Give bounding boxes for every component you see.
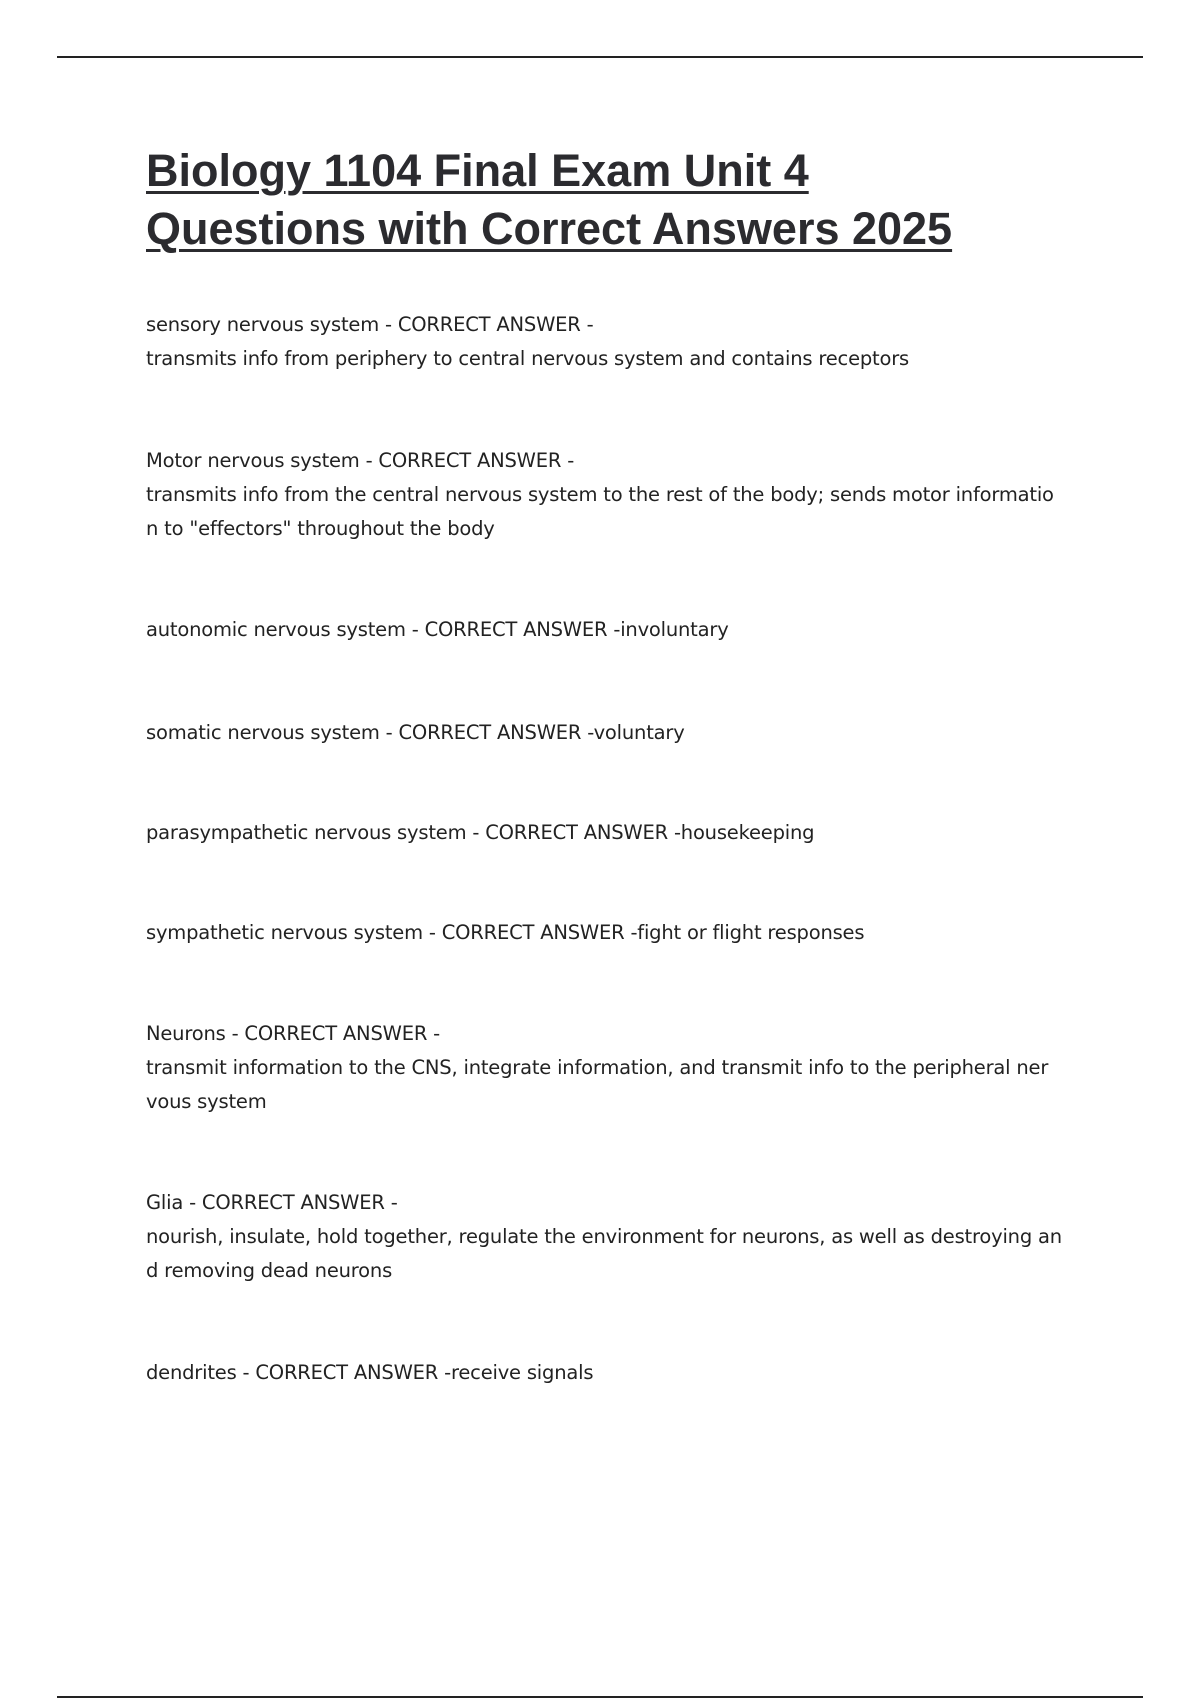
qa-line: transmit information to the CNS, integrate information, and transmit info to the peripheral ner — [146, 1056, 1049, 1079]
qa-line: Motor nervous system - CORRECT ANSWER - — [146, 449, 575, 472]
qa-line: n to "effectors" throughout the body — [146, 517, 495, 540]
qa-item-autonomic — [146, 613, 1106, 647]
qa-line: nourish, insulate, hold together, regulate the environment for neurons, as well as destroying an — [146, 1225, 1062, 1248]
qa-line: transmits info from the central nervous system to the rest of the body; sends motor informatio — [146, 483, 1054, 506]
qa-line: autonomic nervous system - CORRECT ANSWER -involuntary — [146, 618, 729, 641]
qa-item-sensory — [146, 308, 1106, 376]
qa-line: d removing dead neurons — [146, 1259, 393, 1282]
qa-item-neurons — [146, 1017, 1106, 1119]
title-line-1: Biology 1104 Final Exam Unit 4 — [146, 145, 809, 196]
qa-item-parasympathetic — [146, 816, 1106, 850]
document-title — [146, 142, 1096, 258]
qa-line: Neurons - CORRECT ANSWER - — [146, 1022, 441, 1045]
qa-item-glia — [146, 1186, 1106, 1288]
qa-line: sensory nervous system - CORRECT ANSWER - — [146, 313, 594, 336]
qa-item-dendrites — [146, 1356, 1106, 1390]
qa-line: vous system — [146, 1090, 267, 1113]
qa-line: somatic nervous system - CORRECT ANSWER -voluntary — [146, 721, 685, 744]
qa-line: parasympathetic nervous system - CORRECT ANSWER -housekeeping — [146, 821, 815, 844]
qa-line: Glia - CORRECT ANSWER - — [146, 1191, 398, 1214]
qa-item-somatic — [146, 716, 1106, 750]
top-rule — [57, 56, 1143, 58]
bottom-rule — [57, 1696, 1143, 1698]
qa-line: transmits info from periphery to central nervous system and contains receptors — [146, 347, 909, 370]
qa-line: dendrites - CORRECT ANSWER -receive signals — [146, 1361, 594, 1384]
qa-item-motor — [146, 444, 1106, 546]
title-line-2: Questions with Correct Answers 2025 — [146, 203, 953, 254]
qa-item-sympathetic — [146, 916, 1106, 950]
qa-line: sympathetic nervous system - CORRECT ANSWER -fight or flight responses — [146, 921, 865, 944]
